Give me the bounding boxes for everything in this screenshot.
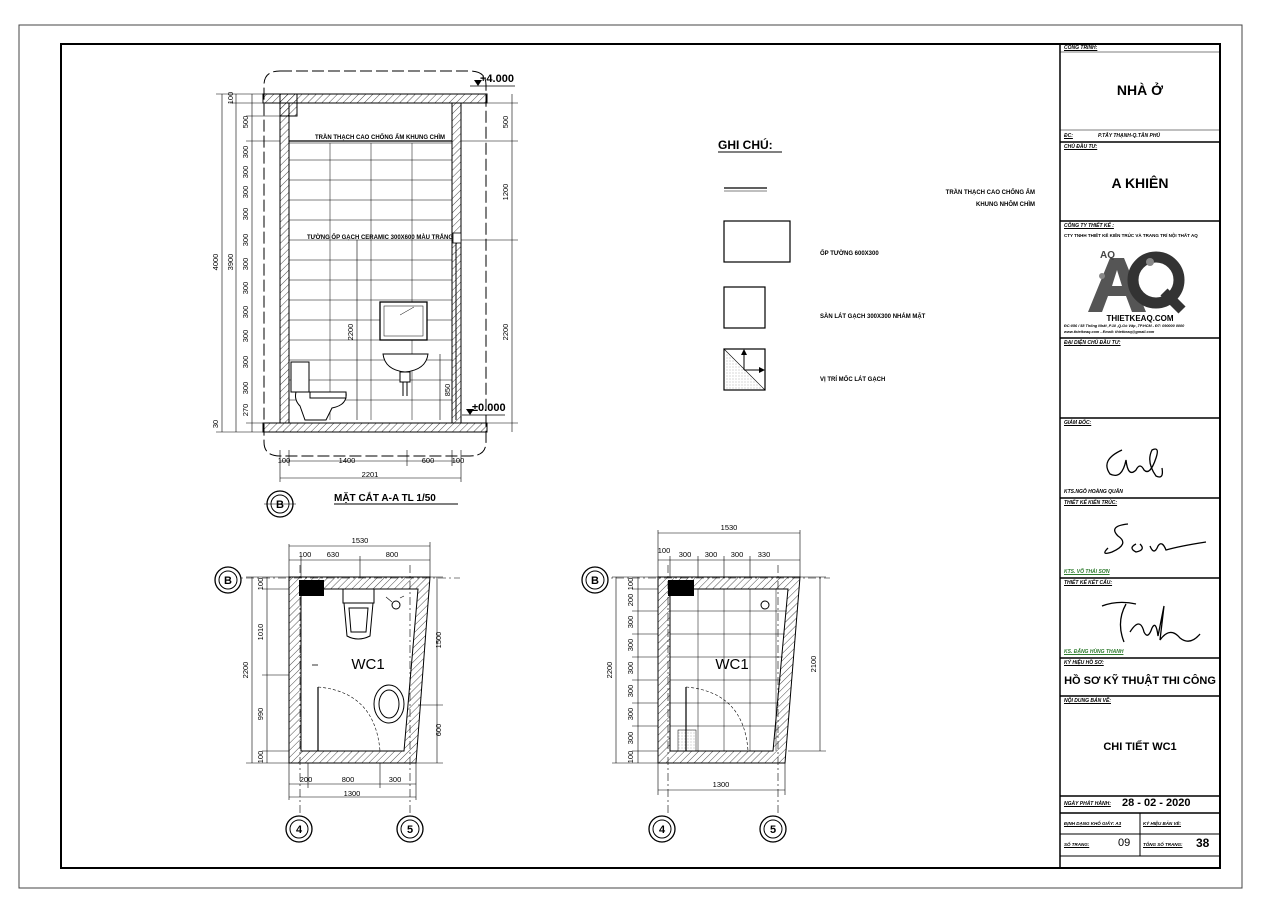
content-value: CHI TIẾT WC1 [1103,741,1177,753]
company-name: CTY TNHH THIẾT KẾ KIẾN TRÚC VÀ TRANG TRÍ NỘI THẤT AQ [1064,233,1198,238]
p2-dim-left-100: 100 [626,577,635,591]
p1-dim-top-total: 1530 [351,536,369,545]
svg-text:4: 4 [295,824,303,836]
p1-dim-left-100: 100 [256,750,265,764]
svg-text:4: 4 [658,824,666,836]
company-address: ĐC:056 / 58 Thống Nhất ,P.10 ,Q.Gò Vấp ,TP.HCM - ĐT: 090000 0000 [1064,324,1185,328]
drawing-code-label: KÝ HIỆU BẢN VẼ: [1143,821,1182,826]
ceiling-label: TRẦN THẠCH CAO CHỐNG ẨM KHUNG CHÌM [315,135,445,141]
wall-tile-label: TƯỜNG ỐP GẠCH CERAMIC 300X600 MÀU TRẮNG [306,235,454,241]
total-pages-label: TỔNG SỐ TRANG: [1143,842,1183,847]
issue-date: 28 - 02 - 2020 [1122,797,1191,809]
address-value: P.TÂY THẠNH-Q.TÂN PHÚ [1098,133,1161,139]
director-name: KTS.NGÔ HOÀNG QUÂN [1064,489,1123,495]
grid-bubble-4-1 [286,816,312,842]
company-web: www.thietkeaq.com - Email: thietkeaq@gmail.com [1064,330,1155,334]
dim-left-30: 30 [211,419,220,429]
project-name: NHÀ Ở [1116,82,1164,98]
p2-dim-left-300: 300 [626,707,635,721]
p2-dim-top-total: 1530 [720,523,738,532]
dim-mid-850: 850 [443,383,452,397]
legend-title: GHI CHÚ: [718,138,773,152]
svg-text:5: 5 [769,824,777,836]
issue-date-label: NGÀY PHÁT HÀNH: [1064,801,1111,807]
dim-left-300: 300 [241,165,250,179]
structural-label: THIẾT KẾ KẾT CẤU: [1064,580,1113,586]
logo-text: AQ [1100,250,1115,261]
dim-left-300: 300 [241,233,250,247]
p1-dim-bot-800: 800 [341,775,355,784]
p2-dim-top-300: 300 [678,550,692,559]
p1-dim-left-100: 100 [256,577,265,591]
grid-bubble-5-2 [760,816,786,842]
dossier-value: HỒ SƠ KỸ THUẬT THI CÔNG [1064,675,1216,687]
level-bottom: ±0.000 [472,402,506,414]
dim-left-300: 300 [241,185,250,199]
p1-dim-bot-300: 300 [388,775,402,784]
address-label: ĐC: [1064,133,1073,139]
legend-floor-tile-symbol [724,287,765,328]
svg-text:B: B [591,575,599,587]
cong-trinh-label: CÔNG TRÌNH: [1064,45,1098,51]
dim-left-270: 270 [241,403,250,417]
p1-dim-bot-200: 200 [299,775,313,784]
dim-left-300: 300 [241,257,250,271]
paper-format-label: ĐỊNH DẠNG KHỔ GIẤY: A3 [1064,821,1122,826]
dim-left-300: 300 [241,281,250,295]
dim-right-2200: 2200 [501,323,510,341]
legend-tile-origin-symbol [724,349,765,390]
dim-left-100: 100 [226,91,235,105]
dim-left-300: 300 [241,329,250,343]
dim-left-500: 500 [241,115,250,129]
room-name-plan1: WC1 [351,656,385,673]
representative-label: ĐẠI DIỆN CHỦ ĐẦU TƯ: [1064,340,1121,346]
dim-left-300: 300 [241,145,250,159]
investor-name: A KHIÊN [1111,175,1169,191]
p1-dim-top-630: 630 [326,550,340,559]
room-name-plan2: WC1 [715,656,749,673]
total-pages: 38 [1196,836,1210,850]
legend-item1-line2: KHUNG NHÔM CHÌM [976,202,1035,208]
p2-dim-top-330: 330 [757,550,771,559]
dim-bottom-1400: 1400 [338,456,356,465]
dim-right-500: 500 [501,115,510,129]
p2-dim-left-200: 200 [626,593,635,607]
signature-architect [1105,524,1206,553]
page-number: 09 [1118,837,1131,849]
dim-left-300: 300 [241,207,250,221]
dim-bottom-100: 100 [277,456,291,465]
svg-text:B: B [276,499,284,511]
wall-tile-grid [289,143,452,420]
p2-dim-left-300: 300 [626,638,635,652]
section-title: MẶT CẮT A-A TL 1/50 [334,493,436,504]
dim-left-300: 300 [241,381,250,395]
dim-bottom-total: 2201 [361,470,379,479]
dim-left-300: 300 [241,305,250,319]
investor-label: CHỦ ĐẦU TƯ: [1064,144,1098,150]
p2-dim-bot-total: 1300 [712,780,730,789]
svg-text:5: 5 [406,824,414,836]
basin-elevation [383,354,428,396]
grid-bubble-b-1 [215,567,241,593]
p2-dim-left-100: 100 [626,750,635,764]
p2-dim-left-total: 2200 [605,661,614,679]
p1-dim-left-total: 2200 [241,661,250,679]
signature-structural [1102,602,1200,642]
content-label: NỘI DUNG BẢN VẼ: [1064,698,1111,704]
legend-item3: SÀN LÁT GẠCH 300X300 NHÁM MẶT [820,314,926,320]
svg-text:B: B [224,575,232,587]
inner-frame [61,44,1220,868]
dim-left-inner: 3900 [226,253,235,271]
floor-slab [263,423,487,432]
structural-name: KS. ĐẶNG HÙNG THANH [1064,649,1124,655]
logo-site: THIETKEAQ.COM [1106,314,1174,323]
p1-dim-top-100: 100 [298,550,312,559]
basin-plan [374,685,404,723]
architect-name: KTS. VÕ THÁI SƠN [1064,569,1110,575]
dim-right-1200: 1200 [501,183,510,201]
p2-dim-right-2100: 2100 [809,655,818,673]
section-marker-b [264,491,296,517]
legend-wall-tile-symbol [724,221,790,262]
dim-left-300: 300 [241,355,250,369]
level-top: +4.000 [480,73,514,85]
left-wall [280,103,289,423]
grid-bubble-5-1 [397,816,423,842]
p2-dim-top-300: 300 [730,550,744,559]
grid-bubble-4-2 [649,816,675,842]
toilet-plan [343,589,374,639]
legend-ceiling-symbol [724,188,767,191]
p2-dim-top-300: 300 [704,550,718,559]
grid-bubble-b-2 [582,567,608,593]
director-label: GIÁM ĐỐC: [1064,420,1092,426]
architect-label: THIẾT KẾ KIẾN TRÚC: [1064,500,1118,506]
dim-mid-2200: 2200 [346,323,355,341]
page-number-label: SỐ TRANG: [1064,842,1090,847]
dim-bottom-100: 100 [451,456,465,465]
p2-dim-left-300: 300 [626,684,635,698]
legend-item1-line1: TRẦN THẠCH CAO CHỐNG ẨM [945,190,1035,196]
mirror [380,302,427,340]
legend-item4: VỊ TRÍ MỐC LÁT GẠCH [820,377,886,383]
dim-left-total: 4000 [211,253,220,271]
dim-bottom-600: 600 [421,456,435,465]
p2-dim-left-300: 300 [626,731,635,745]
legend-item2: ỐP TƯỜNG 600X300 [820,251,879,257]
p1-dim-top-800: 800 [385,550,399,559]
p2-dim-left-300: 300 [626,615,635,629]
p2-dim-left-300: 300 [626,661,635,675]
p1-dim-right-600: 600 [434,723,443,737]
signature-director [1107,449,1163,477]
p1-dim-right-1500: 1500 [434,631,443,649]
beam [280,94,297,116]
p2-dim-top-100: 100 [657,546,671,555]
toilet-elevation [291,362,346,420]
p1-dim-left-1010: 1010 [256,623,265,641]
company-logo [1088,257,1182,312]
p1-dim-left-990: 990 [256,707,265,721]
dossier-label: KÝ HIỆU HỒ SƠ: [1064,660,1104,666]
company-label: CÔNG TY THIẾT KẾ : [1064,223,1114,229]
p1-dim-bot-total: 1300 [343,789,361,798]
